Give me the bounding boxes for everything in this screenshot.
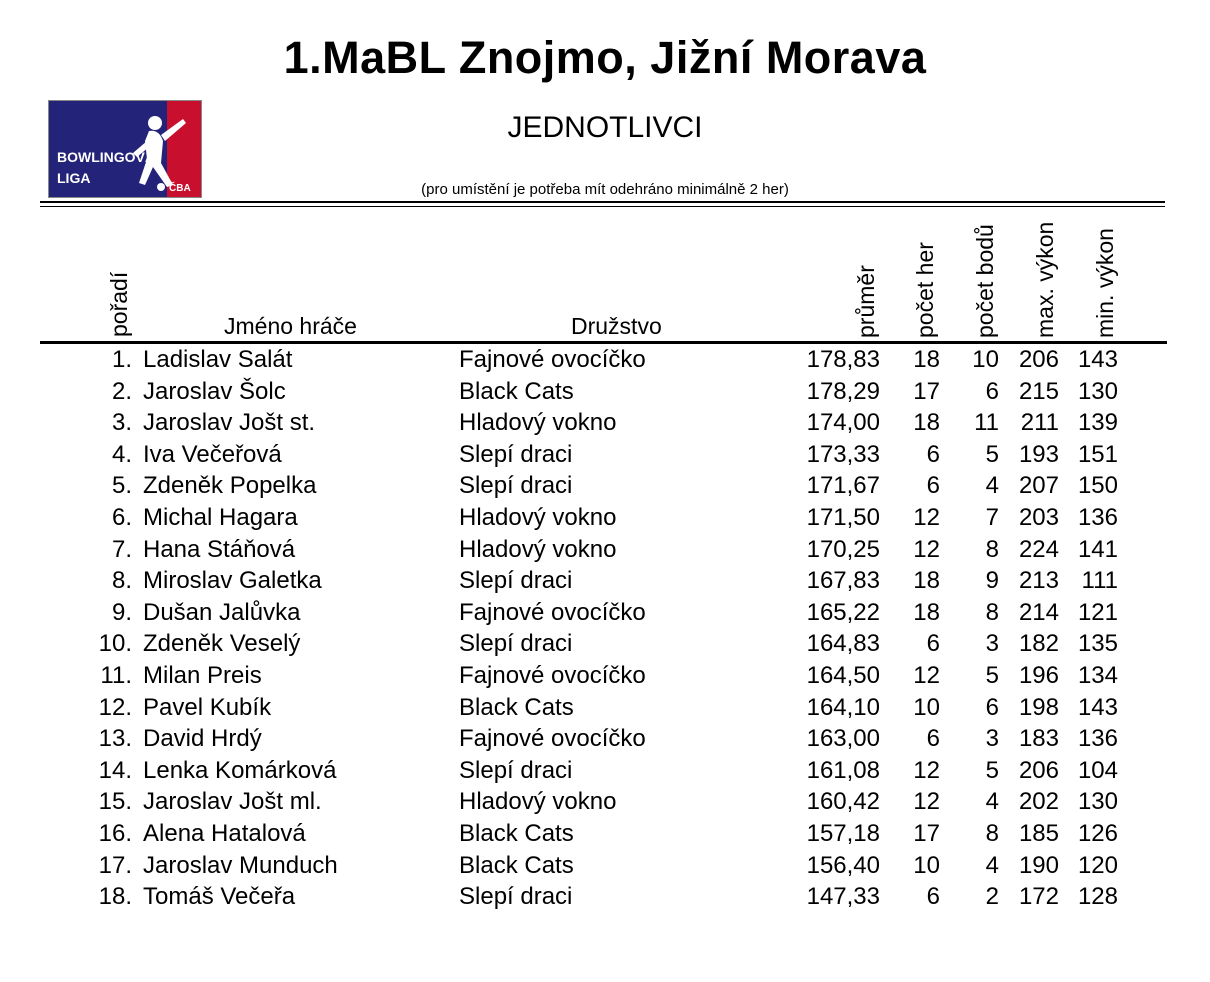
cell-points: 9	[985, 567, 999, 595]
cell-average: 157,18	[806, 819, 880, 847]
cell-max: 203	[1018, 503, 1059, 531]
table-row	[0, 344, 1210, 376]
cell-rank: 17.	[98, 851, 132, 879]
cell-points: 6	[985, 693, 999, 721]
header-average: průměr	[853, 265, 879, 338]
cell-team: Black Cats	[459, 819, 574, 847]
cell-player-name: Tomáš Večeřa	[143, 883, 296, 911]
cell-max: 183	[1018, 725, 1059, 753]
cell-games: 6	[926, 630, 940, 658]
table-row	[0, 850, 1210, 882]
cell-max: 213	[1018, 567, 1059, 595]
cell-min: 130	[1077, 377, 1118, 405]
cell-min: 143	[1077, 346, 1118, 373]
table-row	[0, 565, 1210, 597]
table-row	[0, 692, 1210, 724]
cell-points: 4	[985, 851, 999, 879]
cell-average: 178,29	[806, 377, 880, 405]
cell-min: 128	[1077, 883, 1118, 911]
table-row	[0, 723, 1210, 755]
cell-average: 178,83	[806, 346, 880, 373]
page-subtitle: JEDNOTLIVCI	[507, 111, 703, 144]
table-row	[0, 818, 1210, 850]
cell-rank: 9.	[111, 598, 132, 626]
cell-rank: 18.	[98, 883, 132, 911]
cell-average: 164,10	[806, 693, 880, 721]
cell-team: Slepí draci	[459, 756, 573, 784]
cell-points: 3	[985, 630, 999, 658]
cell-games: 6	[926, 725, 940, 753]
cell-min: 121	[1077, 598, 1118, 626]
cell-min: 126	[1077, 819, 1118, 847]
cell-max: 190	[1018, 851, 1059, 879]
table-row	[0, 534, 1210, 566]
cell-average: 167,83	[806, 567, 880, 595]
table-row	[0, 470, 1210, 502]
cell-player-name: Milan Preis	[143, 661, 262, 689]
table-row	[0, 881, 1210, 913]
cell-games: 18	[913, 409, 940, 437]
cell-games: 18	[913, 346, 940, 373]
table-row	[0, 660, 1210, 692]
cell-rank: 2.	[111, 377, 132, 405]
cell-team: Black Cats	[459, 377, 574, 405]
cell-average: 164,83	[806, 630, 880, 658]
cell-min: 120	[1077, 851, 1118, 879]
cell-min: 143	[1077, 693, 1118, 721]
header-max: max. výkon	[1032, 221, 1058, 338]
cell-player-name: Jaroslav Šolc	[143, 377, 286, 405]
cell-team: Hladový vokno	[459, 788, 617, 816]
cell-rank: 13.	[98, 725, 132, 753]
table-row	[0, 502, 1210, 534]
cell-max: 215	[1018, 377, 1059, 405]
cell-points: 7	[985, 503, 999, 531]
cell-games: 12	[913, 661, 940, 689]
cell-rank: 6.	[111, 503, 132, 531]
cell-player-name: Michal Hagara	[143, 503, 298, 531]
header-team: Družstvo	[571, 313, 662, 339]
cell-games: 12	[913, 503, 940, 531]
cell-max: 172	[1018, 883, 1059, 911]
cell-min: 151	[1077, 440, 1118, 468]
cell-min: 104	[1077, 756, 1118, 784]
cell-min: 139	[1077, 409, 1118, 437]
cell-games: 17	[913, 377, 940, 405]
cell-max: 196	[1018, 661, 1059, 689]
logo-cba: ČBA	[169, 183, 191, 194]
qualification-note: (pro umístění je potřeba mít odehráno minimálně 2 her)	[421, 181, 789, 198]
cell-max: 211	[1020, 409, 1059, 437]
cell-team: Slepí draci	[459, 440, 573, 468]
cell-average: 160,42	[806, 788, 880, 816]
cell-rank: 16.	[98, 819, 132, 847]
cell-points: 8	[985, 598, 999, 626]
cell-player-name: Ladislav Salát	[143, 346, 293, 373]
table-row	[0, 376, 1210, 408]
cell-player-name: Jaroslav Jošt ml.	[143, 788, 322, 816]
cell-team: Fajnové ovocíčko	[459, 346, 646, 373]
cell-games: 12	[913, 535, 940, 563]
cell-team: Slepí draci	[459, 630, 573, 658]
cell-games: 6	[926, 472, 940, 500]
cell-rank: 4.	[111, 440, 132, 468]
standings-table	[0, 344, 1210, 913]
cell-max: 214	[1018, 598, 1059, 626]
cell-min: 111	[1081, 567, 1118, 595]
cell-min: 134	[1077, 661, 1118, 689]
cell-points: 4	[985, 472, 999, 500]
cell-average: 161,08	[806, 756, 880, 784]
cell-rank: 8.	[111, 567, 132, 595]
cell-average: 165,22	[806, 598, 880, 626]
cell-player-name: Hana Stáňová	[143, 535, 296, 563]
cell-points: 11	[974, 409, 999, 437]
cell-points: 5	[985, 756, 999, 784]
cell-rank: 15.	[98, 788, 132, 816]
cell-games: 17	[913, 819, 940, 847]
cell-average: 163,00	[806, 725, 880, 753]
cell-average: 174,00	[806, 409, 880, 437]
cell-average: 164,50	[806, 661, 880, 689]
cell-rank: 7.	[111, 535, 132, 563]
cell-average: 147,33	[806, 883, 880, 911]
cell-team: Slepí draci	[459, 567, 573, 595]
cell-max: 202	[1018, 788, 1059, 816]
table-row	[0, 597, 1210, 629]
cell-rank: 5.	[111, 472, 132, 500]
cell-rank: 10.	[98, 630, 132, 658]
cell-player-name: Zdeněk Veselý	[143, 630, 301, 658]
cell-average: 170,25	[806, 535, 880, 563]
cell-max: 206	[1018, 346, 1059, 373]
cell-player-name: Jaroslav Munduch	[143, 851, 338, 879]
cell-games: 10	[913, 851, 940, 879]
cell-points: 8	[985, 535, 999, 563]
table-row	[0, 628, 1210, 660]
cell-player-name: Dušan Jalůvka	[143, 598, 301, 626]
cell-average: 156,40	[806, 851, 880, 879]
table-row	[0, 439, 1210, 471]
cell-min: 135	[1077, 630, 1118, 658]
cell-player-name: Pavel Kubík	[143, 693, 272, 721]
cell-games: 6	[926, 883, 940, 911]
cell-min: 136	[1077, 725, 1118, 753]
header-points: počet bodů	[972, 224, 998, 338]
cell-points: 4	[985, 788, 999, 816]
cell-player-name: Alena Hatalová	[143, 819, 306, 847]
cell-player-name: Lenka Komárková	[143, 756, 337, 784]
header-name: Jméno hráče	[224, 313, 357, 339]
cell-rank: 14.	[98, 756, 132, 784]
cell-points: 5	[985, 661, 999, 689]
cell-rank: 12.	[98, 693, 132, 721]
cell-player-name: Iva Večeřová	[143, 440, 282, 468]
divider-top-thin	[40, 206, 1165, 207]
cell-max: 185	[1018, 819, 1059, 847]
header-rank: pořadí	[106, 271, 132, 337]
cell-max: 207	[1018, 472, 1059, 500]
cell-max: 224	[1018, 535, 1059, 563]
cell-games: 18	[913, 598, 940, 626]
cell-games: 12	[913, 788, 940, 816]
cell-team: Fajnové ovocíčko	[459, 725, 646, 753]
table-row	[0, 407, 1210, 439]
cell-rank: 11.	[100, 661, 132, 689]
cell-team: Hladový vokno	[459, 503, 617, 531]
cell-team: Fajnové ovocíčko	[459, 598, 646, 626]
table-row	[0, 786, 1210, 818]
cell-games: 10	[913, 693, 940, 721]
cell-points: 6	[985, 377, 999, 405]
cell-player-name: David Hrdý	[143, 725, 262, 753]
cell-games: 12	[913, 756, 940, 784]
cell-team: Black Cats	[459, 693, 574, 721]
cell-player-name: Jaroslav Jošt st.	[143, 409, 316, 437]
divider-top	[40, 201, 1165, 203]
cell-min: 136	[1077, 503, 1118, 531]
cell-points: 8	[985, 819, 999, 847]
cell-team: Slepí draci	[459, 883, 573, 911]
header-games: počet her	[912, 242, 938, 338]
cell-average: 171,50	[806, 503, 880, 531]
cell-points: 10	[972, 346, 999, 373]
cell-team: Hladový vokno	[459, 535, 617, 563]
cell-team: Slepí draci	[459, 472, 573, 500]
cell-average: 173,33	[806, 440, 880, 468]
cell-average: 171,67	[806, 472, 880, 500]
cell-points: 2	[985, 883, 999, 911]
cell-max: 193	[1018, 440, 1059, 468]
cell-max: 198	[1018, 693, 1059, 721]
page-title: 1.MaBL Znojmo, Jižní Morava	[283, 32, 927, 83]
cell-team: Fajnové ovocíčko	[459, 661, 646, 689]
table-row	[0, 755, 1210, 787]
header-min: min. výkon	[1092, 228, 1118, 338]
cell-max: 182	[1018, 630, 1059, 658]
cell-max: 206	[1018, 756, 1059, 784]
cell-games: 6	[926, 440, 940, 468]
cell-team: Hladový vokno	[459, 409, 617, 437]
cell-min: 130	[1077, 788, 1118, 816]
cell-games: 18	[913, 567, 940, 595]
cell-points: 3	[985, 725, 999, 753]
cell-rank: 1.	[111, 346, 132, 373]
cell-team: Black Cats	[459, 851, 574, 879]
cell-min: 141	[1077, 535, 1118, 563]
cell-points: 5	[985, 440, 999, 468]
cell-player-name: Zdeněk Popelka	[143, 472, 317, 500]
cell-rank: 3.	[111, 409, 132, 437]
cell-min: 150	[1077, 472, 1118, 500]
logo-text: BOWLINGOVÁ LIGA	[57, 149, 155, 186]
cell-player-name: Miroslav Galetka	[143, 567, 322, 595]
